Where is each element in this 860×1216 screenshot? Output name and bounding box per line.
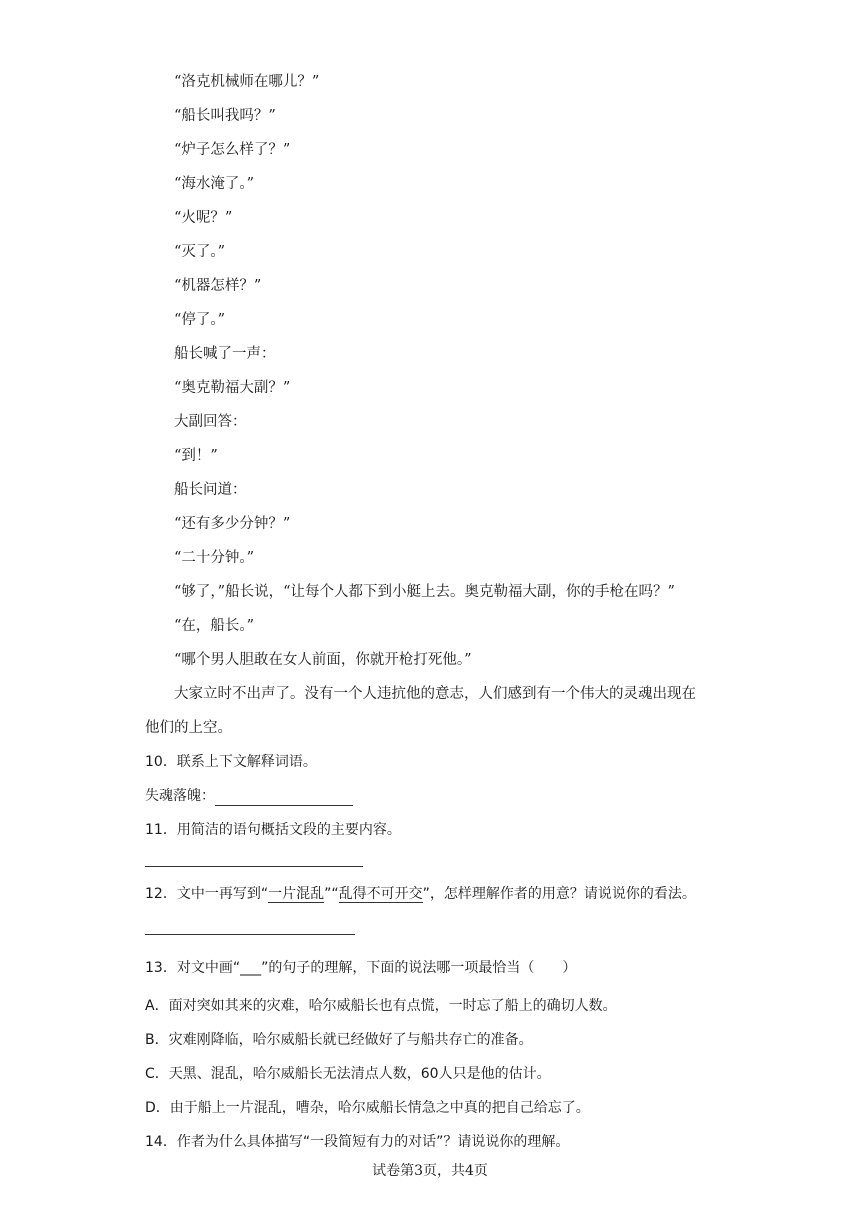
underlined-phrase: 一片混乱 [268, 886, 325, 902]
question-10: 10．联系上下文解释词语。 [145, 754, 317, 770]
dialogue-line: “火呢？” [174, 210, 233, 226]
underlined-phrase: 乱得不可开交 [338, 886, 423, 902]
paragraph-line-2: 他们的上空。 [145, 720, 232, 736]
dialogue-line: “机器怎样？” [174, 278, 262, 294]
dialogue-line: “停了。” [174, 312, 226, 328]
question-10-term [145, 786, 353, 806]
dialogue-line: “洛克机械师在哪儿？” [174, 74, 320, 90]
dialogue-line: 船长问道： [174, 482, 247, 498]
dialogue-line: “哪个男人胆敢在女人前面，你就开枪打死他。” [174, 652, 472, 668]
option-c[interactable]: C．天黑、混乱，哈尔威船长无法清点人数，60人只是他的估计。 [145, 1066, 551, 1082]
page-footer: 试卷第3页，共4页 [372, 1163, 488, 1179]
dialogue-line: “奥克勒福大副？” [174, 380, 291, 396]
option-d[interactable]: D．由于船上一片混乱，嘈杂，哈尔威船长情急之中真的把自己给忘了。 [145, 1100, 590, 1116]
dialogue-line: “够了，”船长说，“让每个人都下到小艇上去。奥克勒福大副，你的手枪在吗？” [174, 584, 675, 600]
answer-line[interactable] [145, 866, 363, 867]
question-11: 11．用简洁的语句概括文段的主要内容。 [145, 822, 401, 838]
paragraph-line-1: 大家立时不出声了。没有一个人违抗他的意志，人们感到有一个伟大的灵魂出现在 [174, 686, 696, 702]
option-b[interactable]: B．灾难刚降临，哈尔威船长就已经做好了与船共存亡的准备。 [145, 1032, 533, 1048]
question-12-mid: ”“ [324, 886, 339, 902]
dialogue-line: 大副回答： [174, 414, 247, 430]
question-13: 13．对文中画“___”的句子的理解，下面的说法哪一项最恰当（ ） [145, 960, 577, 976]
question-12 [145, 884, 696, 904]
dialogue-line: “灭了。” [174, 244, 226, 260]
question-12-post: ”，怎样理解作者的用意？请说说你的看法。 [422, 886, 696, 902]
dialogue-line: “在，船长。” [174, 618, 255, 634]
answer-line[interactable] [145, 934, 355, 935]
dialogue-line: “二十分钟。” [174, 550, 255, 566]
dialogue-line: “炉子怎么样了？” [174, 142, 291, 158]
dialogue-line: 船长喊了一声： [174, 346, 276, 362]
dialogue-line: “船长叫我吗？” [174, 108, 276, 124]
dialogue-line: “海水淹了。” [174, 176, 255, 192]
question-14: 14．作者为什么具体描写“一段简短有力的对话”？请说说你的理解。 [145, 1134, 570, 1150]
dialogue-line: “到！” [174, 448, 218, 464]
question-12-pre: 12．文中一再写到“ [145, 886, 269, 902]
option-a[interactable]: A．面对突如其来的灾难，哈尔威船长也有点慌，一时忘了船上的确切人数。 [145, 998, 617, 1014]
question-10-term-label: 失魂落魄： [145, 788, 215, 804]
dialogue-line: “还有多少分钟？” [174, 516, 291, 532]
answer-blank[interactable] [215, 791, 353, 806]
